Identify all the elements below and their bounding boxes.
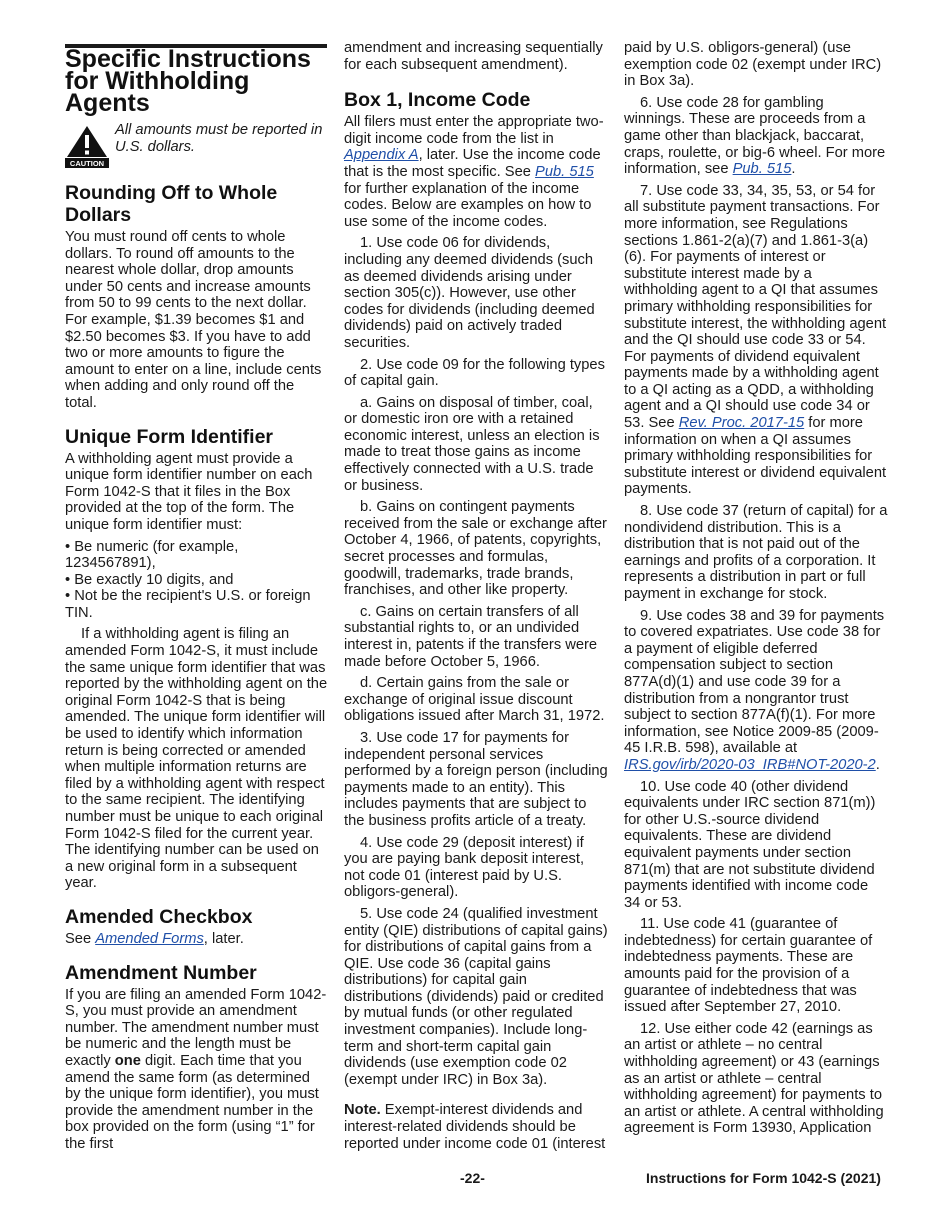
bullet-item: • Not be the recipient's U.S. or foreign TIN. xyxy=(65,588,311,621)
continued-text: paid by U.S. obligors-general) (use exemption code 02 (exempt under IRC) in Box 3a). xyxy=(624,40,882,90)
column-2 xyxy=(344,40,608,1157)
heading-box1: Box 1, Income Code xyxy=(344,89,531,112)
irb-link[interactable]: IRS.gov/irb/2020-03_IRB#NOT-2020-2 xyxy=(624,756,876,773)
heading-amended-checkbox: Amended Checkbox xyxy=(65,905,253,928)
amended-forms-link[interactable]: Amended Forms xyxy=(95,930,204,947)
income-code-item-10: 10. Use code 40 (other dividend equivalents under IRC section 871(m)) for other U.S.-source dividend equivalents. These are dividend equivalent payments under section 871(m) that are not substitute dividend payments identified with income code 34 or 53. xyxy=(624,778,876,911)
income-code-item-2c: c. Gains on certain transfers of all substantial rights to, or an undivided interest in, patents if the transfers were made before October 5, 1966. xyxy=(344,603,598,670)
page-title: Specific Instructions for Withholding Agents xyxy=(65,45,311,117)
income-code-item-2: 2. Use code 09 for the following types of capital gain. xyxy=(344,356,605,390)
income-code-item-7: 7. Use code 33, 34, 35, 53, or 54 for all substitute payment transactions. For more information, see Regulations sections 1.861-2(a)(7) and 1.861-3(a)(6). For payments of interest or substitute interest made by a withholding agent to a QI that assumes primary withholding responsibilities for substitute interest, the withholding agent and the QI should use code 33 or 54. For payments of dividend equivalent payments made by a withholding agent to a QI acting as a QDD, a withholding agent and a QI should use code 34 or 53. See Rev. Proc. 2017-15 for more information on when a QI assumes primary withholding responsibilities for substitute interest or dividend equivalent payments. xyxy=(624,182,887,498)
footer-title: Instructions for Form 1042-S (2021) xyxy=(646,1170,881,1186)
rev-proc-link[interactable]: Rev. Proc. 2017-15 xyxy=(678,415,805,432)
note-paragraph: Note. Exempt-interest dividends and interest-related dividends should be reported under income code 01 (interest xyxy=(344,1102,606,1152)
income-code-item-5: 5. Use code 24 (qualified investment entity (QIE) distributions of capital gains) for distributions of capital gains from a QIE. Use code 36 (capital gains distributions) for capital gain distributions (dividends) paid or credited by mutual funds (or other regulated investment companies). Include long-term and short-term capital gain dividends (use exemption code 02 (exempt under IRC) in Box 3a). xyxy=(344,905,608,1088)
ufi-paragraph-2: If a withholding agent is filing an amended Form 1042-S, it must include the same unique form identifier that was reported by the withholding agent on the original Form 1042-S that is being amended. The unique form identifier will be used to identify which information return is being corrected or amended when multiple information returns are filed by a withholding agent with respect to the same recipient. The identifying number must be unique to each original Form 1042-S filed for the current year. The identifying number can be used on a new original form in a subsequent year. xyxy=(65,626,328,892)
page-number: -22- xyxy=(460,1170,485,1186)
amendment-number-text: If you are filing an amended Form 1042-S, you must provide an amendment number. The amendment number must be numeric and the length must be exactly one digit. Each time that you amend the same form (as determined by the unique form identifier), you must provide the amendment number in the box provided on the form (using “1” for the first xyxy=(65,986,327,1152)
income-code-item-2b: b. Gains on contingent payments received from the sale or exchange after October 4, 1966, of patents, copyrights, secret processes and formulas, goodwill, trademarks, trade brands, franchises, and other like property. xyxy=(344,499,607,599)
income-code-item-1: 1. Use code 06 for dividends, including any deemed dividends (such as deemed dividends arising under section 305(c)). However, use other codes for dividends (including deemed dividends) paid on actively traded securities. xyxy=(344,235,595,351)
heading-rounding: Rounding Off to Whole Dollars xyxy=(65,182,278,226)
ufi-text: A withholding agent must provide a unique form identifier number on each Form 1042-S that it files in the Box provided at the top of the form. The unique form identifier must: xyxy=(65,450,313,533)
income-code-item-2d: d. Certain gains from the sale or exchange of original issue discount obligations issued after March 31, 1972. xyxy=(344,675,605,725)
income-code-item-9: 9. Use codes 38 and 39 for payments to covered expatriates. Use code 38 for a payment of eligible deferred compensation subject to section 877A(d)(1) and use code 39 for a distribution from a nongrantor trust subject to section 877A(f)(1). For more information, see Notice 2009-85 (2009-45 I.R.B. 598), available at IRS.gov/irb/2020-03_IRB#NOT-2020-2. xyxy=(624,607,885,773)
appendix-a-link[interactable]: Appendix A xyxy=(344,147,419,164)
bullet-item: • Be numeric (for example, 1234567891), xyxy=(65,538,239,572)
bullet-item: • Be exactly 10 digits, and xyxy=(65,571,234,588)
caution-text: All amounts must be reported in U.S. dollars. xyxy=(115,122,323,155)
income-code-item-8: 8. Use code 37 (return of capital) for a nondividend distribution. This is a distribution that is not paid out of the earnings and profits of a corporation. It represents a distribution in part or full payment in exchange for stock. xyxy=(624,503,888,602)
caution-icon xyxy=(65,124,109,168)
heading-amendment-number: Amendment Number xyxy=(65,961,257,984)
income-code-item-2a: a. Gains on disposal of timber, coal, or domestic iron ore with a retained economic interest, unless an election is made to treat those gains as income effectively connected with a U.S. trade or business. xyxy=(344,394,600,494)
box1-intro: All filers must enter the appropriate two-digit income code from the list in Appendix A, later. Use the income code that is the most specific. See Pub. 515 for further explanation of the income codes. Below are examples on how to use some of the income codes. xyxy=(344,114,604,230)
income-code-item-4: 4. Use code 29 (deposit interest) if you are paying bank deposit interest, not code 01 (interest paid by U.S. obligors-general). xyxy=(344,834,585,901)
pub-515-link[interactable]: Pub. 515 xyxy=(732,161,792,178)
rounding-text: You must round off cents to whole dollars. To round off amounts to the nearest whole dollar, drop amounts under 50 cents and increase amounts from 50 to 99 cents to the next dollar. For example, $1.39 becomes $1 and $2.50 becomes $3. If you have to add two or more amounts to figure the amount to enter on a line, include cents when adding and only round off the total. xyxy=(65,229,322,411)
amended-text: See Amended Forms, later. xyxy=(65,930,244,947)
caution-note xyxy=(65,122,328,168)
heading-unique-form-identifier: Unique Form Identifier xyxy=(65,425,274,448)
income-code-item-6: 6. Use code 28 for gambling winnings. These are proceeds from a game other than blackjack, baccarat, craps, roulette, or big-6 wheel. For more information, see Pub. 515. xyxy=(624,94,886,178)
income-code-item-11: 11. Use code 41 (guarantee of indebtedness) for certain guarantee of indebtedness payments. These are amounts paid for the provision of a guarantee of indebtedness that was issued after September 27, 2010. xyxy=(624,916,873,1016)
column-3 xyxy=(624,40,888,1142)
pub-515-link[interactable]: Pub. 515 xyxy=(535,163,594,180)
continued-text: amendment and increasing sequentially for each subsequent amendment). xyxy=(344,40,603,73)
income-code-item-12: 12. Use either code 42 (earnings as an artist or athlete – no central withholding agreement) or 43 (earnings as an artist or athlete – central withholding agreement) for payments to an artist or athlete. A central withholding agreement is Form 13930, Application xyxy=(624,1020,884,1137)
column-1 xyxy=(65,40,328,1158)
caution-label: CAUTION xyxy=(69,159,105,168)
income-code-item-3: 3. Use code 17 for payments for independent personal services performed by a foreign person (including payments made to an entity). This includes payments that are subject to the business profits article of a treaty. xyxy=(344,729,608,829)
